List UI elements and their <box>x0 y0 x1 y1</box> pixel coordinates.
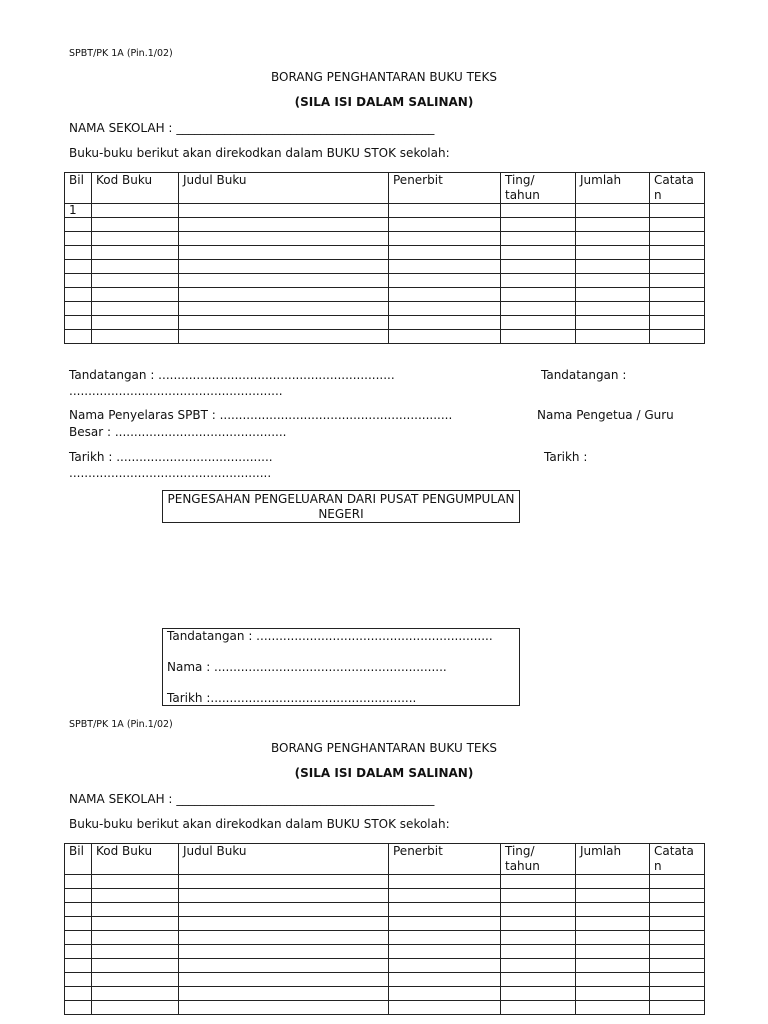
intro-text: Buku-buku berikut akan direkodkan dalam BUKU STOK sekolah: <box>69 817 450 831</box>
table-cell[interactable] <box>92 987 179 1001</box>
table-cell[interactable] <box>179 973 389 987</box>
table-cell[interactable] <box>92 959 179 973</box>
form-title: BORANG PENGHANTARAN BUKU TEKS <box>271 741 497 755</box>
table-cell[interactable] <box>576 945 650 959</box>
table-cell[interactable] <box>389 232 501 246</box>
table-cell[interactable] <box>92 260 179 274</box>
table-cell[interactable] <box>65 330 92 344</box>
table-cell[interactable] <box>65 987 92 1001</box>
table-cell[interactable] <box>92 889 179 903</box>
table-row <box>65 987 705 1001</box>
table-cell[interactable] <box>501 959 576 973</box>
table-row <box>65 288 705 302</box>
table-cell[interactable] <box>179 875 389 889</box>
books-table <box>64 172 705 344</box>
column-header: Kod Buku <box>92 844 179 875</box>
coordinator-name-label: Nama Penyelaras SPBT : ............................................................. <box>69 408 453 422</box>
column-header: Ting/ tahun <box>501 844 576 875</box>
table-cell[interactable] <box>92 218 179 232</box>
table-cell[interactable] <box>65 973 92 987</box>
table-cell[interactable] <box>65 945 92 959</box>
table-cell[interactable] <box>576 889 650 903</box>
form-subtitle: (SILA ISI DALAM SALINAN) <box>294 766 474 780</box>
table-header-row <box>65 173 705 204</box>
column-header: Bil <box>65 844 92 875</box>
table-cell[interactable] <box>92 903 179 917</box>
table-cell[interactable] <box>576 246 650 260</box>
table-cell[interactable] <box>179 232 389 246</box>
table-row <box>65 218 705 232</box>
table-cell[interactable] <box>650 204 705 218</box>
table-cell[interactable] <box>389 302 501 316</box>
table-cell[interactable] <box>179 274 389 288</box>
table-row <box>65 931 705 945</box>
column-header: Catata n <box>650 173 705 204</box>
table-cell[interactable] <box>650 973 705 987</box>
table-cell[interactable] <box>501 288 576 302</box>
table-row <box>65 246 705 260</box>
table-cell[interactable] <box>650 889 705 903</box>
table-cell[interactable] <box>92 232 179 246</box>
table-cell[interactable] <box>92 1001 179 1015</box>
table-cell[interactable] <box>650 302 705 316</box>
principal-name-line[interactable]: Besar : ............................................. <box>69 425 287 439</box>
table-cell[interactable] <box>650 316 705 330</box>
table-cell[interactable] <box>576 288 650 302</box>
table-cell[interactable] <box>501 945 576 959</box>
table-cell[interactable] <box>65 903 92 917</box>
table-cell[interactable] <box>179 316 389 330</box>
date-label: Tarikh : ......................................... <box>69 450 273 464</box>
table-cell[interactable] <box>65 274 92 288</box>
approval-title-line2: NEGERI <box>318 507 364 521</box>
table-cell[interactable] <box>576 218 650 232</box>
table-cell[interactable] <box>92 945 179 959</box>
table-cell[interactable] <box>92 302 179 316</box>
table-cell[interactable] <box>576 959 650 973</box>
table-cell[interactable] <box>389 246 501 260</box>
table-cell[interactable] <box>501 987 576 1001</box>
table-row <box>65 316 705 330</box>
table-cell[interactable] <box>65 260 92 274</box>
table-cell[interactable] <box>389 1001 501 1015</box>
approval-signature[interactable]: Tandatangan : .............................................................. <box>167 629 493 643</box>
table-cell[interactable] <box>576 903 650 917</box>
table-cell[interactable]: 1 <box>65 204 92 218</box>
table-cell[interactable] <box>650 875 705 889</box>
table-cell[interactable] <box>65 931 92 945</box>
table-cell[interactable] <box>389 875 501 889</box>
form-code: SPBT/PK 1A (Pin.1/02) <box>69 48 173 59</box>
table-cell[interactable] <box>501 260 576 274</box>
table-cell[interactable] <box>501 903 576 917</box>
date-line[interactable]: ..................................................... <box>69 466 272 480</box>
table-cell[interactable] <box>65 959 92 973</box>
school-name-label <box>69 121 434 135</box>
table-row <box>65 959 705 973</box>
table-cell[interactable] <box>179 302 389 316</box>
books-table <box>64 843 705 1015</box>
school-name-field[interactable]: ___________________________________________ <box>176 121 435 135</box>
table-cell[interactable] <box>179 917 389 931</box>
approval-name[interactable]: Nama : ............................................................. <box>167 660 447 674</box>
table-cell[interactable] <box>501 917 576 931</box>
table-header-row <box>65 844 705 875</box>
table-cell[interactable] <box>389 204 501 218</box>
column-header: Kod Buku <box>92 173 179 204</box>
table-cell[interactable] <box>576 973 650 987</box>
table-cell[interactable] <box>576 875 650 889</box>
table-cell[interactable] <box>65 1001 92 1015</box>
table-cell[interactable] <box>92 931 179 945</box>
table-cell[interactable] <box>501 204 576 218</box>
table-cell[interactable] <box>389 330 501 344</box>
table-cell[interactable] <box>65 232 92 246</box>
table-row <box>65 903 705 917</box>
table-row <box>65 945 705 959</box>
table-row <box>65 260 705 274</box>
table-cell[interactable] <box>576 204 650 218</box>
table-cell[interactable] <box>92 246 179 260</box>
approval-signature-box <box>162 628 520 706</box>
table-cell[interactable] <box>576 302 650 316</box>
table-row <box>65 204 705 218</box>
table-cell[interactable] <box>650 1001 705 1015</box>
principal-name-label: Nama Pengetua / Guru <box>537 408 674 422</box>
table-cell[interactable] <box>92 274 179 288</box>
table-cell[interactable] <box>576 274 650 288</box>
table-cell[interactable] <box>576 931 650 945</box>
table-cell[interactable] <box>650 260 705 274</box>
table-cell[interactable] <box>179 903 389 917</box>
table-cell[interactable] <box>179 260 389 274</box>
table-cell[interactable] <box>389 316 501 330</box>
column-header: Bil <box>65 173 92 204</box>
table-cell[interactable] <box>576 1001 650 1015</box>
table-cell[interactable] <box>650 903 705 917</box>
table-cell[interactable] <box>389 903 501 917</box>
school-name-field[interactable]: ___________________________________________ <box>176 792 435 806</box>
table-cell[interactable] <box>92 288 179 302</box>
table-row <box>65 875 705 889</box>
table-cell[interactable] <box>576 316 650 330</box>
table-row <box>65 889 705 903</box>
table-cell[interactable] <box>650 246 705 260</box>
table-cell[interactable] <box>389 288 501 302</box>
table-cell[interactable] <box>389 218 501 232</box>
table-cell[interactable] <box>179 1001 389 1015</box>
table-cell[interactable] <box>576 917 650 931</box>
approval-title-line1: PENGESAHAN PENGELUARAN DARI PUSAT PENGUMPULAN <box>167 492 515 506</box>
column-header: Jumlah <box>576 173 650 204</box>
intro-text: Buku-buku berikut akan direkodkan dalam BUKU STOK sekolah: <box>69 146 450 160</box>
table-cell[interactable] <box>389 931 501 945</box>
table-cell[interactable] <box>92 204 179 218</box>
table-cell[interactable] <box>650 232 705 246</box>
table-cell[interactable] <box>501 889 576 903</box>
column-header: Judul Buku <box>179 173 389 204</box>
table-cell[interactable] <box>179 330 389 344</box>
school-label: NAMA SEKOLAH : <box>69 792 173 806</box>
table-row <box>65 917 705 931</box>
table-cell[interactable] <box>650 288 705 302</box>
table-row <box>65 1001 705 1015</box>
table-cell[interactable] <box>650 218 705 232</box>
table-cell[interactable] <box>179 987 389 1001</box>
column-header: Catata n <box>650 844 705 875</box>
table-cell[interactable] <box>389 973 501 987</box>
table-cell[interactable] <box>501 302 576 316</box>
table-cell[interactable] <box>650 945 705 959</box>
table-cell[interactable] <box>501 232 576 246</box>
table-cell[interactable] <box>92 316 179 330</box>
school-label: NAMA SEKOLAH : <box>69 121 173 135</box>
table-cell[interactable] <box>65 302 92 316</box>
form-title: BORANG PENGHANTARAN BUKU TEKS <box>271 70 497 84</box>
table-cell[interactable] <box>92 330 179 344</box>
school-name-label <box>69 792 434 806</box>
approval-date[interactable]: Tarikh :...................................................... <box>167 691 417 705</box>
table-cell[interactable] <box>650 959 705 973</box>
signature-line[interactable]: ........................................................ <box>69 384 283 398</box>
table-row <box>65 232 705 246</box>
table-row <box>65 274 705 288</box>
form-code: SPBT/PK 1A (Pin.1/02) <box>69 719 173 730</box>
table-cell[interactable] <box>92 973 179 987</box>
table-cell[interactable] <box>501 246 576 260</box>
table-cell[interactable] <box>65 288 92 302</box>
table-cell[interactable] <box>179 218 389 232</box>
table-cell[interactable] <box>576 260 650 274</box>
table-cell[interactable] <box>65 218 92 232</box>
table-cell[interactable] <box>650 987 705 1001</box>
table-row <box>65 973 705 987</box>
table-cell[interactable] <box>65 875 92 889</box>
table-cell[interactable] <box>501 1001 576 1015</box>
table-cell[interactable] <box>501 973 576 987</box>
table-cell[interactable] <box>389 917 501 931</box>
table-cell[interactable] <box>179 288 389 302</box>
table-cell[interactable] <box>179 889 389 903</box>
table-cell[interactable] <box>389 959 501 973</box>
table-cell[interactable] <box>576 987 650 1001</box>
table-cell[interactable] <box>92 917 179 931</box>
table-cell[interactable] <box>389 987 501 1001</box>
column-header: Penerbit <box>389 844 501 875</box>
table-cell[interactable] <box>65 246 92 260</box>
form-subtitle: (SILA ISI DALAM SALINAN) <box>294 95 474 109</box>
table-cell[interactable] <box>389 274 501 288</box>
table-cell[interactable] <box>65 889 92 903</box>
table-cell[interactable] <box>179 959 389 973</box>
table-cell[interactable] <box>389 889 501 903</box>
table-cell[interactable] <box>65 917 92 931</box>
principal-signature-label: Tandatangan : <box>541 368 627 382</box>
table-cell[interactable] <box>179 931 389 945</box>
table-row <box>65 330 705 344</box>
table-cell[interactable] <box>650 917 705 931</box>
signature-label: Tandatangan : .............................................................. <box>69 368 395 382</box>
table-cell[interactable] <box>65 316 92 330</box>
table-cell[interactable] <box>179 945 389 959</box>
column-header: Penerbit <box>389 173 501 204</box>
table-cell[interactable] <box>650 931 705 945</box>
table-cell[interactable] <box>179 246 389 260</box>
table-cell[interactable] <box>501 875 576 889</box>
column-header: Ting/ tahun <box>501 173 576 204</box>
table-cell[interactable] <box>92 875 179 889</box>
table-cell[interactable] <box>389 260 501 274</box>
table-cell[interactable] <box>501 274 576 288</box>
table-cell[interactable] <box>501 218 576 232</box>
column-header: Jumlah <box>576 844 650 875</box>
column-header: Judul Buku <box>179 844 389 875</box>
table-cell[interactable] <box>501 931 576 945</box>
table-cell[interactable] <box>501 330 576 344</box>
table-cell[interactable] <box>576 232 650 246</box>
table-row <box>65 302 705 316</box>
approval-box <box>162 490 520 523</box>
principal-date-label: Tarikh : <box>544 450 588 464</box>
table-cell[interactable] <box>576 330 650 344</box>
table-cell[interactable] <box>650 274 705 288</box>
table-cell[interactable] <box>179 204 389 218</box>
table-cell[interactable] <box>389 945 501 959</box>
table-cell[interactable] <box>650 330 705 344</box>
table-cell[interactable] <box>501 316 576 330</box>
